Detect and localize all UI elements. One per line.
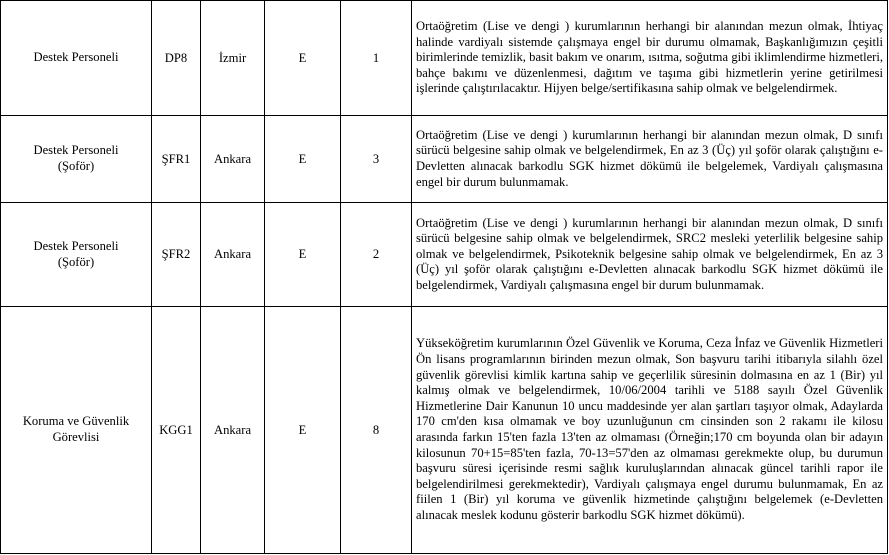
table-row	[1, 307, 888, 554]
education-level: E	[265, 307, 341, 554]
position-qualification: Ortaöğretim (Lise ve dengi ) kurumlarının herhangi bir alanından mezun olmak, D sınıfı sürücü belgesine sahip olmak ve belgelendirmek, En az 3 (Üç) yıl şoför olarak çalıştığını e-Devletten alınacak barkodlu SGK hizmet dökümü ile belgelemek, Vardiyalı çalışmasına engel bir durum bulunmamak.	[412, 116, 888, 203]
education-level: E	[265, 116, 341, 203]
position-code: DP8	[152, 1, 201, 116]
position-subtitle: (Şoför)	[57, 159, 95, 173]
position-title-cell	[1, 203, 152, 307]
position-qualification: Yükseköğretim kurumlarının Özel Güvenlik ve Koruma, Ceza İnfaz ve Güvenlik Hizmetleri Ön lisans programlarının birinden mezun olmak, Son başvuru tarihi itibarıyla silahlı özel güvenlik görevlisi kimlik kartına sahip ve geçerlilik süresinin dolmasına en az 1 (Bir) yıl kalmış olmak ve belgelendirmek, 10/06/2004 tarihli ve 5188 sayılı Özel Güvenlik Hizmetlerine Dair Kanunun 10 uncu maddesinde yer alan şartları taşıyor olmak, Adaylarda 170 cm'den kısa olmamak ve boy uzunluğunun cm cinsinden son 2 rakamı ile kilosu arasında farkın 15'ten fazla 13'ten az olmaması (Örneğin;170 cm boyunda olan bir adayın kilosunun 70+15=85'ten fazla, 70-13=57'den az olmaması gerekmekte olup, bu durumun başvuru süresi içerisinde resmi sağlık kuruluşlarından alınacak güncel tarihli rapor ile belgelendirilmesi gerekmektedir), Vardiyalı çalışmaya engel durumu bulunmamak, En az fiilen 1 (Bir) yıl koruma ve güvenlik hizmetinde çalıştığını belgelemek (e-Devletten alınacak meslek kodunu gösterir barkodlu SGK hizmet dökümü).	[412, 307, 888, 554]
position-code: KGG1	[152, 307, 201, 554]
position-qualification: Ortaöğretim (Lise ve dengi ) kurumlarının herhangi bir alanından mezun olmak, D sınıfı sürücü belgesine sahip olmak ve belgelendirmek, SRC2 mesleki yeterlilik belgesine sahip olmak ve belgelendirmek, Psikoteknik belgesine sahip olmak ve belgelendirmek, En az 3 (Üç) yıl şoför olarak çalıştığını e-Devletten alınacak barkodlu SGK hizmet dökümü ile belgelendirmek, Vardiyalı çalışmasına engel bir durum bulunmamak.	[412, 203, 888, 307]
education-level: E	[265, 1, 341, 116]
position-qualification: Ortaöğretim (Lise ve dengi ) kurumlarının herhangi bir alanından mezun olmak, İhtiyaç halinde vardiyalı sistemde çalışmaya engel bir durumu olmamak, Başkanlığımızın çeşitli birimlerinde temizlik, basit bakım ve onarım, ısıtma, soğutma gibi iklimlendirme hizmetleri, bahçe bakımı ve düzenlenmesi, dağıtım ve taşıma gibi hizmetlerin yerine getirilmesi işlerinde çalıştırılacaktır. Hijyen belge/sertifikasına sahip olmak ve belgelendirmek.	[412, 1, 888, 116]
position-city: Ankara	[201, 307, 265, 554]
position-count: 2	[341, 203, 412, 307]
position-count: 8	[341, 307, 412, 554]
position-city: Ankara	[201, 203, 265, 307]
position-title-cell	[1, 1, 152, 116]
position-code: ŞFR1	[152, 116, 201, 203]
position-title: Destek Personeli	[33, 143, 119, 158]
table-row	[1, 203, 888, 307]
position-subtitle: (Şoför)	[57, 254, 95, 269]
table-row	[1, 116, 888, 203]
position-title: Koruma ve Güvenlik	[22, 414, 130, 429]
position-subtitle: Görevlisi	[52, 430, 100, 444]
position-title: Destek Personeli	[33, 50, 119, 65]
position-title: Destek Personeli	[33, 238, 119, 253]
position-title-cell	[1, 307, 152, 554]
position-code: ŞFR2	[152, 203, 201, 307]
position-count: 3	[341, 116, 412, 203]
table-row	[1, 1, 888, 116]
education-level: E	[265, 203, 341, 307]
position-city: İzmir	[201, 1, 265, 116]
position-count: 1	[341, 1, 412, 116]
position-city: Ankara	[201, 116, 265, 203]
position-title-cell	[1, 116, 152, 203]
